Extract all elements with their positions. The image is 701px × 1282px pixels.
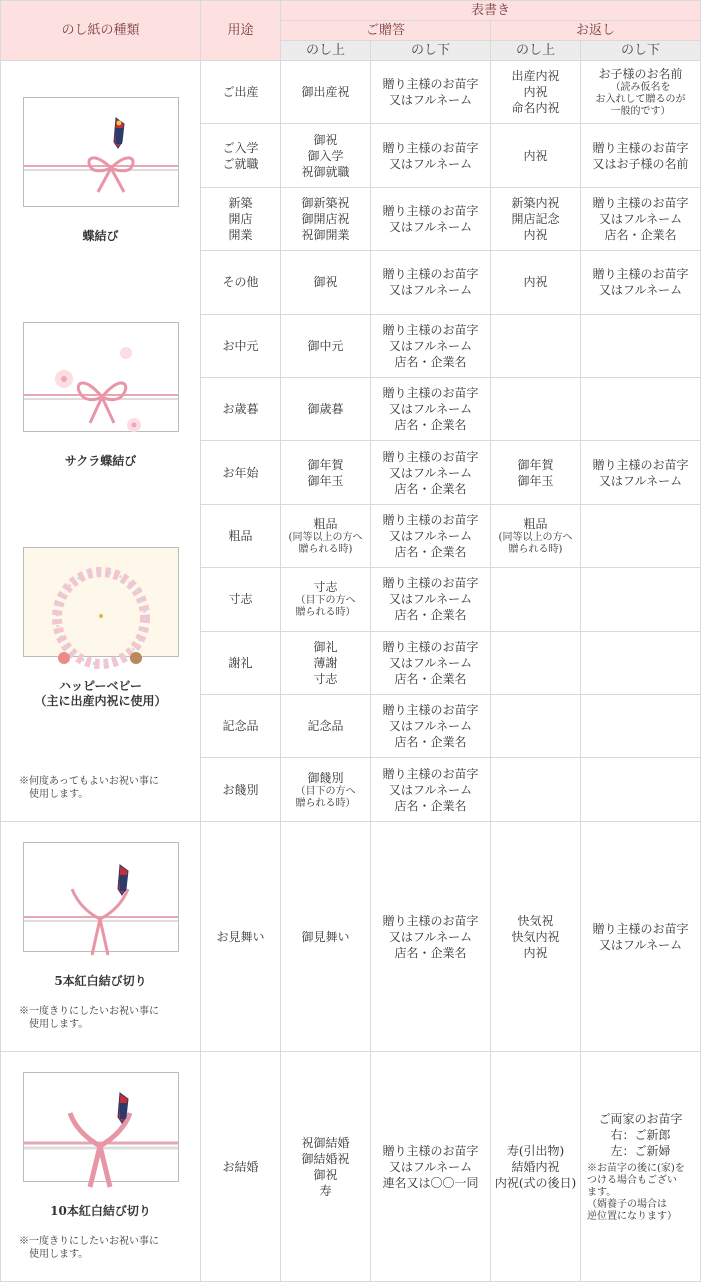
header-return-top: のし上 [491, 41, 581, 61]
chou-image [23, 97, 179, 207]
header-kind: のし紙の種類 [1, 1, 201, 61]
gift-top-cell: 御年賀 御年玉 [281, 441, 371, 504]
return-bottom-cell: 贈り主様のお苗字 又はフルネーム [581, 251, 701, 314]
return-top-cell: 内祝 [491, 124, 581, 187]
go-note: ※一度きりにしたいお祝い事に 使用します。 [19, 1006, 159, 1030]
return-bottom-cell: 贈り主様のお苗字 又はフルネーム 店名・企業名 [581, 187, 701, 250]
gift-top-cell: 御新築祝 御開店祝 祝御開業 [281, 187, 371, 250]
usage-cell: ご出産 [201, 61, 281, 124]
gift-top-text: 寸志 [313, 580, 338, 595]
gift-top-cell: 御中元 [281, 314, 371, 377]
header-gift: ご贈答 [281, 21, 491, 41]
go-label: 5本紅白結び切り [54, 974, 147, 988]
go-image [23, 842, 179, 952]
gift-bottom-cell: 贈り主様のお苗字 又はフルネーム [371, 61, 491, 124]
gift-top-text: 御餞別 [307, 770, 344, 785]
table-row [1, 61, 701, 124]
gift-top-cell: 御歳暮 [281, 378, 371, 441]
return-bottom-cell: 贈り主様のお苗字 又はフルネーム [581, 822, 701, 1052]
baby-label: ハッピーベビー （主に出産内祝に使用） [34, 679, 167, 708]
ju-label: 10本紅白結び切り [50, 1204, 151, 1218]
return-top-cell [491, 758, 581, 822]
baby-image [23, 547, 179, 657]
table-row [1, 1052, 701, 1282]
kind-ju [1, 1052, 201, 1282]
return-top-note: (同等以上の方へ 贈られる時) [498, 532, 573, 556]
gift-top-note: （目下の方へ 贈られる時） [295, 595, 356, 619]
gift-top-cell: 祝御結婚 御結婚祝 御祝 寿 [281, 1052, 371, 1282]
header-return-bottom: のし下 [581, 41, 701, 61]
usage-cell: お見舞い [201, 822, 281, 1052]
usage-cell: お歳暮 [201, 378, 281, 441]
gift-top-cell [281, 504, 371, 567]
gift-bottom-cell: 贈り主様のお苗字 又はフルネーム 店名・企業名 [371, 314, 491, 377]
return-top-cell: 出産内祝 内祝 命名内祝 [491, 61, 581, 124]
ju-image [23, 1072, 179, 1182]
gift-bottom-cell: 贈り主様のお苗字 又はフルネーム 店名・企業名 [371, 822, 491, 1052]
usage-cell: 新築 開店 開業 [201, 187, 281, 250]
return-bottom-cell: 贈り主様のお苗字 又はフルネーム [581, 441, 701, 504]
return-top-cell [491, 568, 581, 631]
gift-bottom-cell: 贈り主様のお苗字 又はフルネーム 店名・企業名 [371, 568, 491, 631]
gift-bottom-cell: 贈り主様のお苗字 又はフルネーム [371, 187, 491, 250]
header-omote: 表書き [281, 1, 701, 21]
return-bottom-text: ご両家のお苗字 右：ご新郎 左：ご新婦 [598, 1111, 683, 1158]
gift-top-cell [281, 568, 371, 631]
sakura-image [23, 322, 179, 432]
gift-top-cell: 御祝 [281, 251, 371, 314]
gift-bottom-cell: 贈り主様のお苗字 又はフルネーム 店名・企業名 [371, 631, 491, 694]
return-bottom-cell [581, 695, 701, 758]
return-top-cell [491, 378, 581, 441]
return-bottom-cell [581, 504, 701, 567]
return-top-cell: 寿(引出物) 結婚内祝 内祝(式の後日) [491, 1052, 581, 1282]
ju-note: ※一度きりにしたいお祝い事に 使用します。 [19, 1236, 159, 1260]
return-bottom-cell [581, 61, 701, 124]
usage-cell: 粗品 [201, 504, 281, 567]
kind-sakura [1, 306, 200, 485]
gift-bottom-cell: 贈り主様のお苗字 又はフルネーム 店名・企業名 [371, 378, 491, 441]
return-top-cell: 内祝 [491, 251, 581, 314]
kind-go [1, 822, 201, 1052]
usage-cell: 寸志 [201, 568, 281, 631]
return-bottom-cell [581, 631, 701, 694]
return-bottom-note: ※お苗字の後に(家)を つける場合もござい ます。 （婿養子の場合は 逆位置になります） [587, 1162, 685, 1222]
sakura-label: サクラ蝶結び [64, 454, 137, 468]
usage-cell: お年始 [201, 441, 281, 504]
gift-top-note: （目下の方へ 贈られる時） [295, 785, 356, 809]
usage-cell: 謝礼 [201, 631, 281, 694]
usage-cell: お中元 [201, 314, 281, 377]
return-top-cell [491, 631, 581, 694]
gift-top-note: (同等以上の方へ 贈られる時) [288, 532, 363, 556]
return-bottom-note: （読み仮名を お入れして贈るのが 一般的です） [595, 82, 686, 118]
gift-bottom-cell: 贈り主様のお苗字 又はフルネーム 連名又は〇〇一同 [371, 1052, 491, 1282]
return-top-cell [491, 314, 581, 377]
gift-top-cell: 記念品 [281, 695, 371, 758]
gift-bottom-cell: 贈り主様のお苗字 又はフルネーム 店名・企業名 [371, 695, 491, 758]
gift-top-cell: 御出産祝 [281, 61, 371, 124]
chou-label: 蝶結び [82, 229, 119, 243]
return-bottom-cell [581, 568, 701, 631]
return-bottom-cell [581, 314, 701, 377]
usage-cell: お結婚 [201, 1052, 281, 1282]
return-bottom-cell [581, 758, 701, 822]
kind-chou [1, 81, 200, 260]
gift-bottom-cell: 贈り主様のお苗字 又はフルネーム 店名・企業名 [371, 441, 491, 504]
return-top-cell: 快気祝 快気内祝 内祝 [491, 822, 581, 1052]
header-gift-bottom: のし下 [371, 41, 491, 61]
gift-top-cell: 御見舞い [281, 822, 371, 1052]
kind-baby [1, 531, 200, 725]
return-top-cell [491, 504, 581, 567]
usage-cell: 記念品 [201, 695, 281, 758]
gift-bottom-cell: 贈り主様のお苗字 又はフルネーム 店名・企業名 [371, 504, 491, 567]
return-top-cell: 新築内祝 開店記念 内祝 [491, 187, 581, 250]
gift-top-text: 粗品 [313, 517, 338, 532]
gift-bottom-cell: 贈り主様のお苗字 又はフルネーム 店名・企業名 [371, 758, 491, 822]
header-return: お返し [491, 21, 701, 41]
return-bottom-cell: 贈り主様のお苗字 又はお子様の名前 [581, 124, 701, 187]
gift-top-cell: 御祝 御入学 祝御就職 [281, 124, 371, 187]
gift-top-cell: 御礼 薄謝 寸志 [281, 631, 371, 694]
usage-cell: その他 [201, 251, 281, 314]
gift-bottom-cell: 贈り主様のお苗字 又はフルネーム [371, 251, 491, 314]
return-bottom-cell [581, 1052, 701, 1282]
return-top-text: 粗品 [523, 517, 548, 532]
gift-bottom-cell: 贈り主様のお苗字 又はフルネーム [371, 124, 491, 187]
usage-cell: お餞別 [201, 758, 281, 822]
usage-cell: ご入学 ご就職 [201, 124, 281, 187]
return-bottom-text: お子様のお名前 [598, 67, 683, 82]
note-repeatable: ※何度あってもよいお祝い事に 使用します。 [19, 776, 159, 800]
header-usage: 用途 [201, 1, 281, 61]
return-bottom-cell [581, 378, 701, 441]
return-top-cell [491, 695, 581, 758]
table-row [1, 822, 701, 1052]
header-gift-top: のし上 [281, 41, 371, 61]
gift-top-cell [281, 758, 371, 822]
return-top-cell: 御年賀 御年玉 [491, 441, 581, 504]
kind-group-celebration [1, 61, 201, 822]
